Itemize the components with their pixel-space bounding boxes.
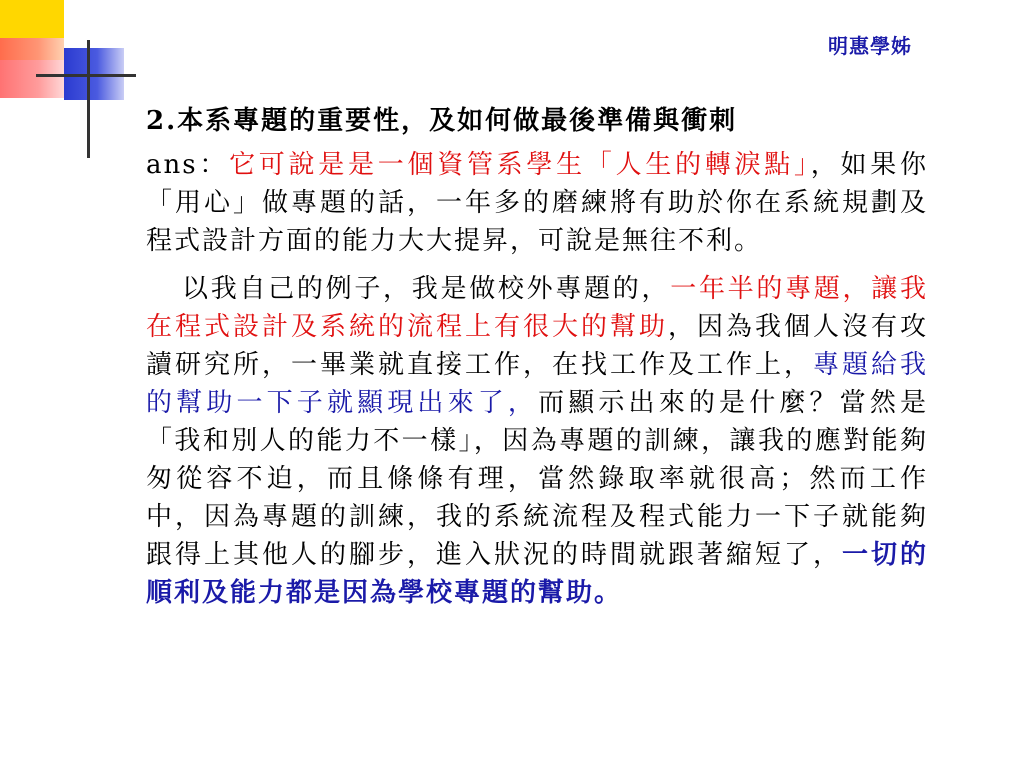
question-title: 2.本系專題的重要性，及如何做最後準備與衝刺 — [146, 106, 738, 136]
answer-paragraph-1 — [146, 146, 928, 260]
highlight-red-help: 一年半的專題，讓我在程式設計及系統的流程上有很大的幫助 — [146, 274, 928, 342]
highlight-blue-conclusion: 一切的順利及能力都是因為學校專題的幫助。 — [146, 540, 928, 608]
corner-decoration-vline — [87, 40, 90, 158]
corner-decoration-red — [0, 38, 64, 98]
answer-text: ，如果你「用心」做專題的話，一年多的磨練將有助於你在系統規劃及程式設計方面的能力大大提昇，可說是無往不利。 — [146, 150, 928, 256]
highlight-blue-shown: 專題給我的幫助一下子就顯現出來了， — [146, 350, 928, 418]
answer-text: 以我自己的例子，我是做校外專題的， — [182, 274, 671, 304]
answer-text: 而顯示出來的是什麼？當然是「我和別人的能力不一樣」，因為專題的訓練，讓我的應對能夠匆從容不迫，而且條條有理，當然錄取率就很高；然而工作中，因為專題的訓練，我的系統流程及程式能力一下子就能夠跟得上其他人的腳步，進入狀況的時間就跟著縮短了， — [146, 388, 928, 570]
answer-prefix: ans： — [146, 150, 230, 180]
corner-decoration-hline — [36, 74, 136, 77]
answer-text: ，因為我個人沒有攻讀研究所，一畢業就直接工作，在找工作及工作上， — [146, 312, 928, 380]
slide-body — [146, 102, 928, 622]
answer-paragraph-2 — [146, 270, 928, 612]
highlight-red-turning-point: 它可說是是一個資管系學生「人生的轉淚點」 — [229, 150, 811, 180]
author-tag: 明惠學姊 — [828, 34, 912, 58]
